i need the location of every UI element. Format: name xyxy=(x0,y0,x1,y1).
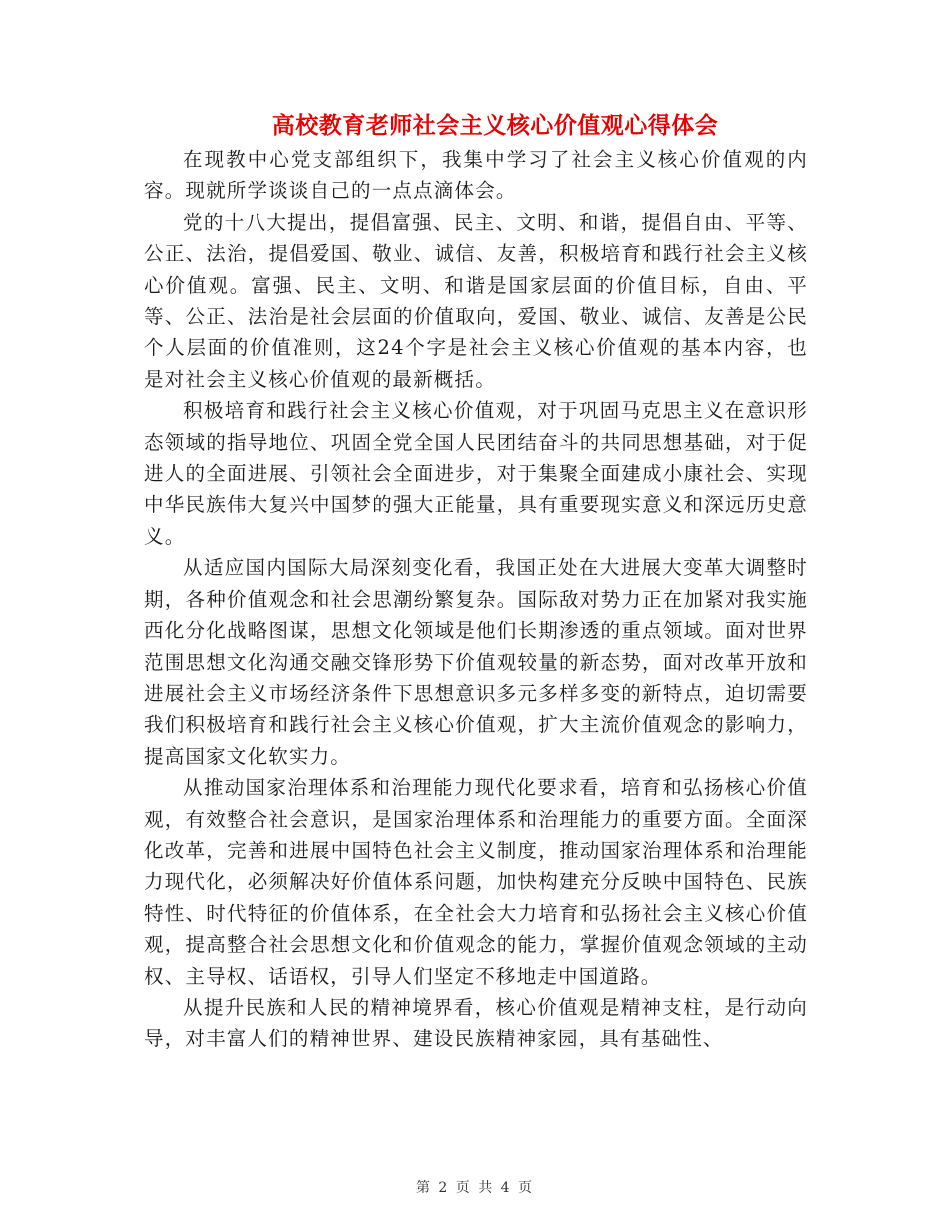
paragraph-3: 积极培育和践行社会主义核心价值观，对于巩固马克思主义在意识形态领域的指导地位、巩固全党全国人民团结奋斗的共同思想基础，对于促进人的全面进展、引领社会全面进步，对于集聚全面建成小康社会、实现中华民族伟大复兴中国梦的强大正能量，具有重要现实意义和深远历史意义。 xyxy=(144,399,808,548)
paragraph-6: 从提升民族和人民的精神境界看，核心价值观是精神支柱，是行动向导，对丰富人们的精神世界、建设民族精神家园，具有基础性、 xyxy=(144,995,808,1051)
paragraph-4: 从适应国内国际大局深刻变化看，我国正处在大进展大变革大调整时期，各种价值观念和社会思潮纷繁复杂。国际敌对势力正在加紧对我实施西化分化战略图谋，思想文化领域是他们长期渗透的重点领域。面对世界范围思想文化沟通交融交锋形势下价值观较量的新态势，面对改革开放和进展社会主义市场经济条件下思想意识多元多样多变的新特点，迫切需要我们积极培育和践行社会主义核心价值观，扩大主流价值观念的影响力，提高国家文化软实力。 xyxy=(144,556,808,768)
document-body xyxy=(144,144,808,1055)
paragraph-1: 在现教中心党支部组织下，我集中学习了社会主义核心价值观的内容。现就所学谈谈自己的一点点滴体会。 xyxy=(144,148,808,203)
document-title: 高校教育老师社会主义核心价值观心得体会 xyxy=(271,112,719,139)
paragraph-5: 从推动国家治理体系和治理能力现代化要求看，培育和弘扬核心价值观，有效整合社会意识，是国家治理体系和治理能力的重要方面。全面深化改革，完善和进展中国特色社会主义制度，推动国家治理体系和治理能力现代化，必须解决好价值体系问题，加快构建充分反映中国特色、民族特性、时代特征的价值体系，在全社会大力培育和弘扬社会主义核心价值观，提高整合社会思想文化和价值观念的能力，掌握价值观念领域的主动权、主导权、话语权，引导人们坚定不移地走中国道路。 xyxy=(144,776,808,988)
page-footer: 第 2 页 共 4 页 xyxy=(415,1180,535,1196)
paragraph-2: 党的十八大提出，提倡富强、民主、文明、和谐，提倡自由、平等、公正、法治，提倡爱国、敬业、诚信、友善，积极培育和践行社会主义核心价值观。富强、民主、文明、和谐是国家层面的价值目标，自由、平等、公正、法治是社会层面的价值取向，爱国、敬业、诚信、友善是公民个人层面的价值准则，这24个字是社会主义核心价值观的基本内容，也是对社会主义核心价值观的最新概括。 xyxy=(144,210,808,391)
